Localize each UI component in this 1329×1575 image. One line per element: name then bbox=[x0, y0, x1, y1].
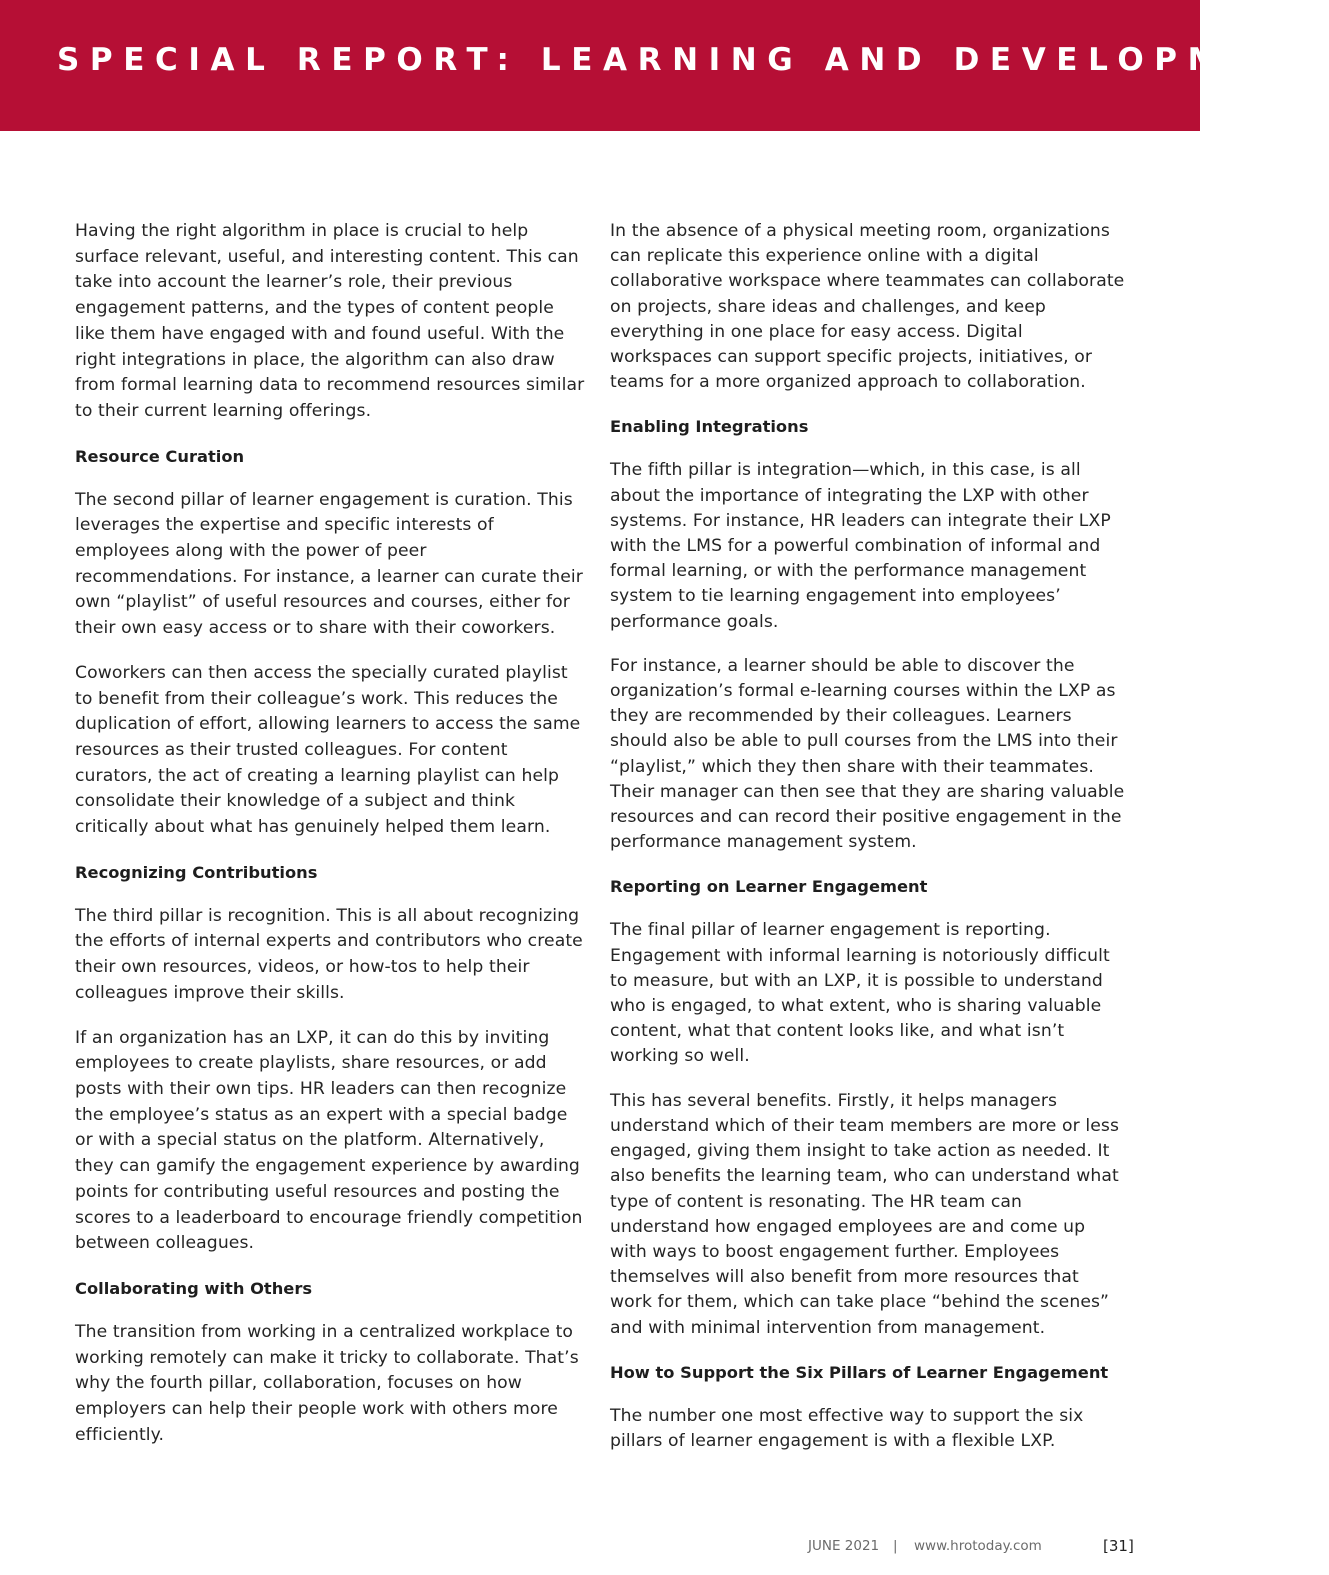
section-heading-collaborating: Collaborating with Others bbox=[75, 1278, 313, 1298]
paragraph: The fifth pillar is integration—which, in this case, is all about the importance of integrating the LXP with other systems. For instance, HR leaders can integrate their LXP with the LMS for a powerful combination of informal and formal learning, or with the performance management system to tie learning engagement into employees’ performance goals. bbox=[610, 460, 1111, 632]
section-heading-six-pillars: How to Support the Six Pillars of Learner Engagement bbox=[610, 1362, 1109, 1382]
paragraph: If an organization has an LXP, it can do this by inviting employees to create playlists, share resources, or add posts with their own tips. HR leaders can then recognize the employee’s status as an expert with a special badge or with a special status on the platform. Alternatively, they can gamify the engagement experience by awarding points for contributing useful resources and posting the scores to a leaderboard to encourage friendly competition between colleagues. bbox=[75, 1027, 583, 1254]
paragraph: In the absence of a physical meeting room, organizations can replicate this experience online with a digital collaborative workspace where teammates can collaborate on projects, share ideas and challenges, and keep everything in one place for easy access. Digital workspaces can support specific projects, initiatives, or teams for a more organized approach to collaboration. bbox=[610, 221, 1125, 393]
paragraph: The number one most effective way to support the six pillars of learner engagement is with a flexible LXP. bbox=[610, 1405, 1084, 1451]
paragraph: For instance, a learner should be able to discover the organization’s formal e-learning courses within the LXP as they are recommended by their colleagues. Learners should also be able to pull courses from the LMS into their “playlist,” which they then share with their teammates. Their manager can then see that they are sharing valuable resources and can record their positive engagement in the performance management system. bbox=[610, 655, 1125, 853]
right-column bbox=[610, 219, 1125, 1473]
paragraph: The transition from working in a centralized workplace to working remotely can make it tricky to collaborate. That’s why the fourth pillar, collaboration, focuses on how employers can help their people work with others more efficiently. bbox=[75, 1321, 579, 1445]
footer-separator: | bbox=[893, 1538, 898, 1554]
section-heading-enabling-integrations: Enabling Integrations bbox=[610, 417, 809, 437]
paragraph: The final pillar of learner engagement is reporting. Engagement with informal learning is notoriously difficult to measure, but with an LXP, it is possible to understand who is engaged, to what extent, who is sharing valuable content, what that content looks like, and what isn’t working so well. bbox=[610, 920, 1110, 1067]
page-title: SPECIAL REPORT: LEARNING AND DEVELOPMENT bbox=[57, 42, 1329, 78]
paragraph: Having the right algorithm in place is crucial to help surface relevant, useful, and interesting content. This can take into account the learner’s role, their previous engagement patterns, and the types of content people like them have engaged with and found useful. With the right integrations in place, the algorithm can also draw from formal learning data to recommend resources similar to their current learning offerings. bbox=[75, 221, 585, 421]
section-heading-recognizing-contributions: Recognizing Contributions bbox=[75, 862, 318, 882]
section-heading-reporting: Reporting on Learner Engagement bbox=[610, 877, 928, 897]
section-heading-resource-curation: Resource Curation bbox=[75, 446, 245, 466]
footer-website: www.hrotoday.com bbox=[914, 1538, 1042, 1554]
footer-date: JUNE 2021 bbox=[808, 1538, 880, 1554]
paragraph: The third pillar is recognition. This is all about recognizing the efforts of internal experts and contributors who create their own resources, videos, or how-tos to help their colleagues improve their skills. bbox=[75, 905, 583, 1003]
paragraph: Coworkers can then access the specially curated playlist to benefit from their colleague’s work. This reduces the duplication of effort, allowing learners to access the same resources as their trusted colleagues. For content curators, the act of creating a learning playlist can help consolidate their knowledge of a subject and think critically about what has genuinely helped them learn. bbox=[75, 662, 581, 838]
page-number: [31] bbox=[1103, 1537, 1134, 1555]
paragraph: This has several benefits. Firstly, it helps managers understand which of their team members are more or less engaged, giving them insight to take action as needed. It also benefits the learning team, who can understand what type of content is resonating. The HR team can understand how engaged employees are and come up with ways to boost engagement further. Employees themselves will also benefit from more resources that work for them, which can take place “behind the scenes” and with minimal intervention from management. bbox=[610, 1090, 1120, 1338]
left-column bbox=[75, 219, 585, 1467]
header-banner bbox=[0, 0, 1329, 131]
paragraph: The second pillar of learner engagement is curation. This leverages the expertise and specific interests of employees along with the power of peer recommendations. For instance, a learner can curate their own “playlist” of useful resources and courses, either for their own easy access or to share with their coworkers. bbox=[75, 489, 583, 639]
